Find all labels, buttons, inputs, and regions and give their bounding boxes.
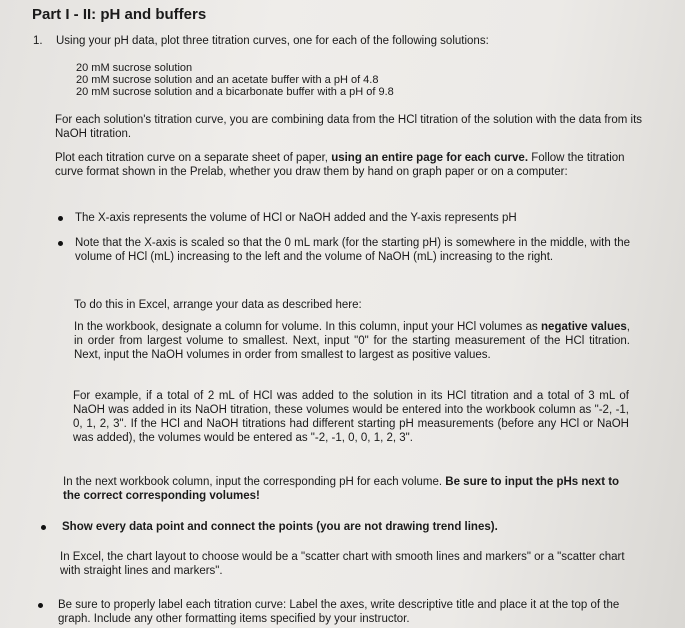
plot-text-emphasis: using an entire page for each curve. <box>331 152 529 164</box>
excel-intro: To do this in Excel, arrange your data as described here: <box>74 299 362 311</box>
solution-item: 20 mM sucrose solution <box>76 62 193 74</box>
bullet-show-points: Show every data point and connect the points (you are not drawing trend lines). <box>62 521 498 533</box>
ph-text-emphasis: Be sure to input the pHs next to the correct corresponding volumes! <box>63 476 620 502</box>
paragraph-plot-instructions <box>55 151 630 179</box>
section-title: Part I - II: pH and buffers <box>32 6 207 23</box>
solution-item: 20 mM sucrose solution and an acetate buffer with a pH of 4.8 <box>76 74 379 86</box>
bullet-x-axis: The X-axis represents the volume of HCl or NaOH added and the Y-axis represents pH <box>75 212 517 224</box>
bullet-axis-scaling: Note that the X-axis is scaled so that the 0 mL mark (for the starting pH) is somewhere in the middle, with the volume of HCl (mL) increasing to the left and the volume of NaOH (mL) increasing to the right. <box>75 237 630 263</box>
solution-list <box>76 62 394 98</box>
paragraph-chart-layout: In Excel, the chart layout to choose would be a "scatter chart with smooth lines and markers" or a "scatter chart with straight lines and markers". <box>60 551 625 577</box>
workbook-text-c: , in order from largest volume to smallest. Next, input "0" for the starting measurement of the HCl titration. Next, input the NaOH volumes in order from smallest to largest as positive values. <box>74 321 630 361</box>
bullet-dot <box>38 603 43 608</box>
plot-text-c: Follow the titration curve format shown in the Prelab, whether you draw them by hand on graph paper or on a computer: <box>55 152 625 178</box>
solution-item: 20 mM sucrose solution and a bicarbonate buffer with a pH of 9.8 <box>76 86 394 98</box>
paragraph-workbook-volume <box>74 320 630 362</box>
paragraph-combining-data: For each solution's titration curve, you are combining data from the HCl titration of the solution with the data from its NaOH titration. <box>55 114 643 140</box>
question-number: 1. <box>33 35 43 47</box>
paragraph-ph-column <box>63 475 638 503</box>
question-intro: Using your pH data, plot three titration curves, one for each of the following solutions: <box>56 35 489 47</box>
paragraph-example: For example, if a total of 2 mL of HCl was added to the solution in its HCl titration and a total of 3 mL of NaOH was added in its NaOH titration, these volumes would be entered into the workbook column as "-2, -1, 0, 1, 2, 3". If the HCl and NaOH titrations had different starting pH measurements (before any HCl or NaOH was added), the volumes would be entered as "-2, -1, 0, 0, 1, 2, 3". <box>73 390 629 444</box>
bullet-dot <box>58 241 63 246</box>
bullet-dot <box>41 525 46 530</box>
workbook-text-emphasis: negative values <box>541 321 627 333</box>
bullet-dot <box>58 216 63 221</box>
workbook-text-a: In the workbook, designate a column for volume. In this column, input your HCl volumes as <box>74 321 542 333</box>
ph-text-a: In the next workbook column, input the corresponding pH for each volume. <box>63 476 446 488</box>
bullet-label-curve: Be sure to properly label each titration curve: Label the axes, write descriptive title and place it at the top of the graph. Include any other formatting items specified by your instructor. <box>58 599 620 625</box>
plot-text-a: Plot each titration curve on a separate sheet of paper, <box>55 152 332 164</box>
